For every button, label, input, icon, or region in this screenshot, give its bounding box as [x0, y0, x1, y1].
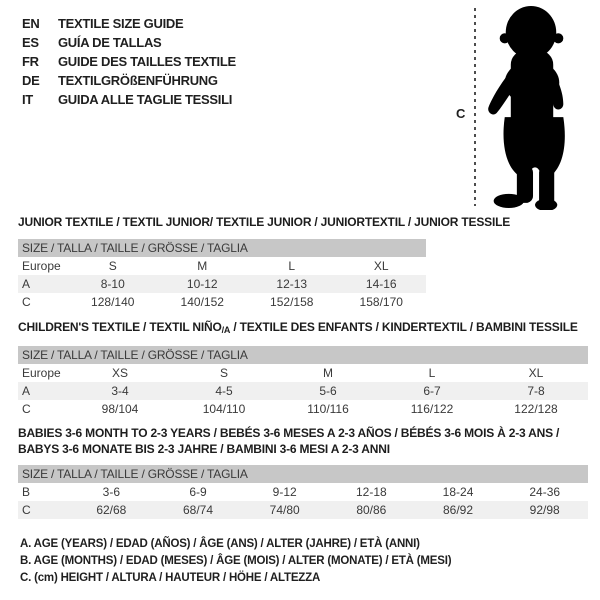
row-label: B: [22, 485, 31, 499]
row-label: C: [22, 402, 31, 416]
table-cell: 12-13: [276, 277, 308, 291]
footnote-legend: [20, 536, 451, 587]
table-cell: 5-6: [319, 384, 337, 398]
children-title-sub: /A: [221, 325, 231, 335]
toddler-silhouette-icon: [478, 4, 584, 210]
table-cell: 122/128: [514, 402, 558, 416]
table-cell: 80/86: [356, 503, 387, 517]
language-title: GUIDE DES TAILLES TEXTILE: [58, 54, 236, 69]
children-size-table: [18, 346, 588, 418]
table-row-europe: [18, 257, 426, 275]
table-cell: 18-24: [442, 485, 474, 499]
table-cell: 24-36: [529, 485, 561, 499]
language-row-fr: [22, 52, 236, 71]
children-table-title: [18, 320, 578, 335]
table-cell: M: [197, 259, 208, 273]
babies-title-line1: BABIES 3-6 MONTH TO 2-3 YEARS / BEBÉS 3-6 MESES A 2-3 AÑOS / BÉBÉS 3-6 MOIS À 2-3 ANS /: [18, 426, 560, 440]
babies-table-title: [18, 425, 583, 457]
language-title: GUIDA ALLE TAGLIE TESSILI: [58, 92, 233, 107]
table-cell: S: [219, 366, 228, 380]
table-cell: 7-8: [527, 384, 545, 398]
height-measure-label: C: [456, 106, 466, 121]
table-cell: 12-18: [356, 485, 387, 499]
language-code: DE: [22, 73, 40, 88]
table-cell: 86/92: [443, 503, 474, 517]
table-cell: 14-16: [365, 277, 397, 291]
language-row-it: [22, 90, 236, 109]
table-cell: M: [323, 366, 333, 380]
table-cell: 6-9: [189, 485, 207, 499]
table-cell: 158/170: [359, 295, 403, 309]
language-title: TEXTILGRÖßENFÜHRUNG: [58, 73, 218, 88]
language-code: EN: [22, 16, 40, 31]
size-header-bar: SIZE / TALLA / TAILLE / GRÖSSE / TAGLIA: [18, 239, 426, 257]
table-cell: XS: [111, 366, 128, 380]
language-code: ES: [22, 35, 39, 50]
language-row-de: [22, 71, 236, 90]
table-cell: 152/158: [270, 295, 314, 309]
language-row-en: [22, 14, 236, 33]
table-cell: 104/110: [202, 402, 246, 416]
size-header-bar: SIZE / TALLA / TAILLE / GRÖSSE / TAGLIA: [18, 346, 588, 364]
table-cell: S: [108, 259, 117, 273]
footnote-height-cm: C. (cm) HEIGHT / ALTURA / HAUTEUR / HÖHE / ALTEZZA: [20, 572, 321, 584]
children-title-rest: / TEXTILE DES ENFANTS / KINDERTEXTIL / BAMBINI TESSILE: [230, 320, 578, 334]
table-cell: 74/80: [269, 503, 300, 517]
junior-table-title: JUNIOR TEXTILE / TEXTIL JUNIOR/ TEXTILE JUNIOR / JUNIORTEXTIL / JUNIOR TESSILE: [18, 215, 511, 229]
table-row-months: [18, 483, 588, 501]
table-cell: 10-12: [186, 277, 218, 291]
table-cell: XL: [373, 259, 389, 273]
table-cell: 110/116: [307, 402, 349, 416]
table-cell: 68/74: [182, 503, 214, 517]
language-code: IT: [22, 92, 33, 107]
row-label: A: [22, 384, 31, 398]
table-row-europe: [18, 364, 588, 382]
table-cell: 116/122: [410, 402, 454, 416]
table-row-height: [18, 501, 588, 519]
height-dashed-line: [474, 8, 476, 206]
language-title: GUÍA DE TALLAS: [58, 35, 162, 50]
language-row-es: [22, 33, 236, 52]
table-row-height: [18, 293, 426, 311]
babies-size-table: [18, 465, 588, 519]
table-cell: 92/98: [529, 503, 560, 517]
table-cell: 3-6: [102, 485, 120, 499]
footnote-age-years: A. AGE (YEARS) / EDAD (AÑOS) / ÂGE (ANS) / ALTER (JAHRE) / ETÀ (ANNI): [20, 538, 420, 550]
language-code: FR: [22, 54, 39, 69]
table-cell: 9-12: [272, 485, 297, 499]
table-cell: L: [428, 366, 436, 380]
table-row-height: [18, 400, 588, 418]
footnote-age-months: B. AGE (MONTHS) / EDAD (MESES) / ÂGE (MOIS) / ALTER (MONATE) / ETÀ (MESI): [20, 555, 452, 567]
table-cell: 3-4: [111, 384, 129, 398]
junior-size-table: [18, 239, 426, 311]
row-label: Europe: [22, 366, 61, 380]
table-cell: 6-7: [423, 384, 441, 398]
table-cell: XL: [528, 366, 544, 380]
babies-title-line2: BABYS 3-6 MONATE BIS 2-3 JAHRE / BAMBINI 3-6 MESI A 2-3 ANNI: [18, 442, 390, 456]
language-list: [22, 14, 236, 109]
table-cell: 4-5: [215, 384, 233, 398]
table-cell: 62/68: [96, 503, 127, 517]
table-cell: 140/152: [180, 295, 224, 309]
table-row-age: [18, 382, 588, 400]
size-header-bar: SIZE / TALLA / TAILLE / GRÖSSE / TAGLIA: [18, 465, 588, 483]
children-title-main: CHILDREN'S TEXTILE / TEXTIL NIÑO: [18, 320, 222, 334]
table-cell: 128/140: [91, 295, 135, 309]
row-label: Europe: [22, 259, 61, 273]
table-cell: L: [288, 259, 296, 273]
table-cell: 98/104: [101, 402, 139, 416]
table-cell: 8-10: [100, 277, 125, 291]
language-title: TEXTILE SIZE GUIDE: [58, 16, 184, 31]
row-label: A: [22, 277, 31, 291]
row-label: C: [22, 295, 31, 309]
row-label: C: [22, 503, 31, 517]
table-row-age: [18, 275, 426, 293]
